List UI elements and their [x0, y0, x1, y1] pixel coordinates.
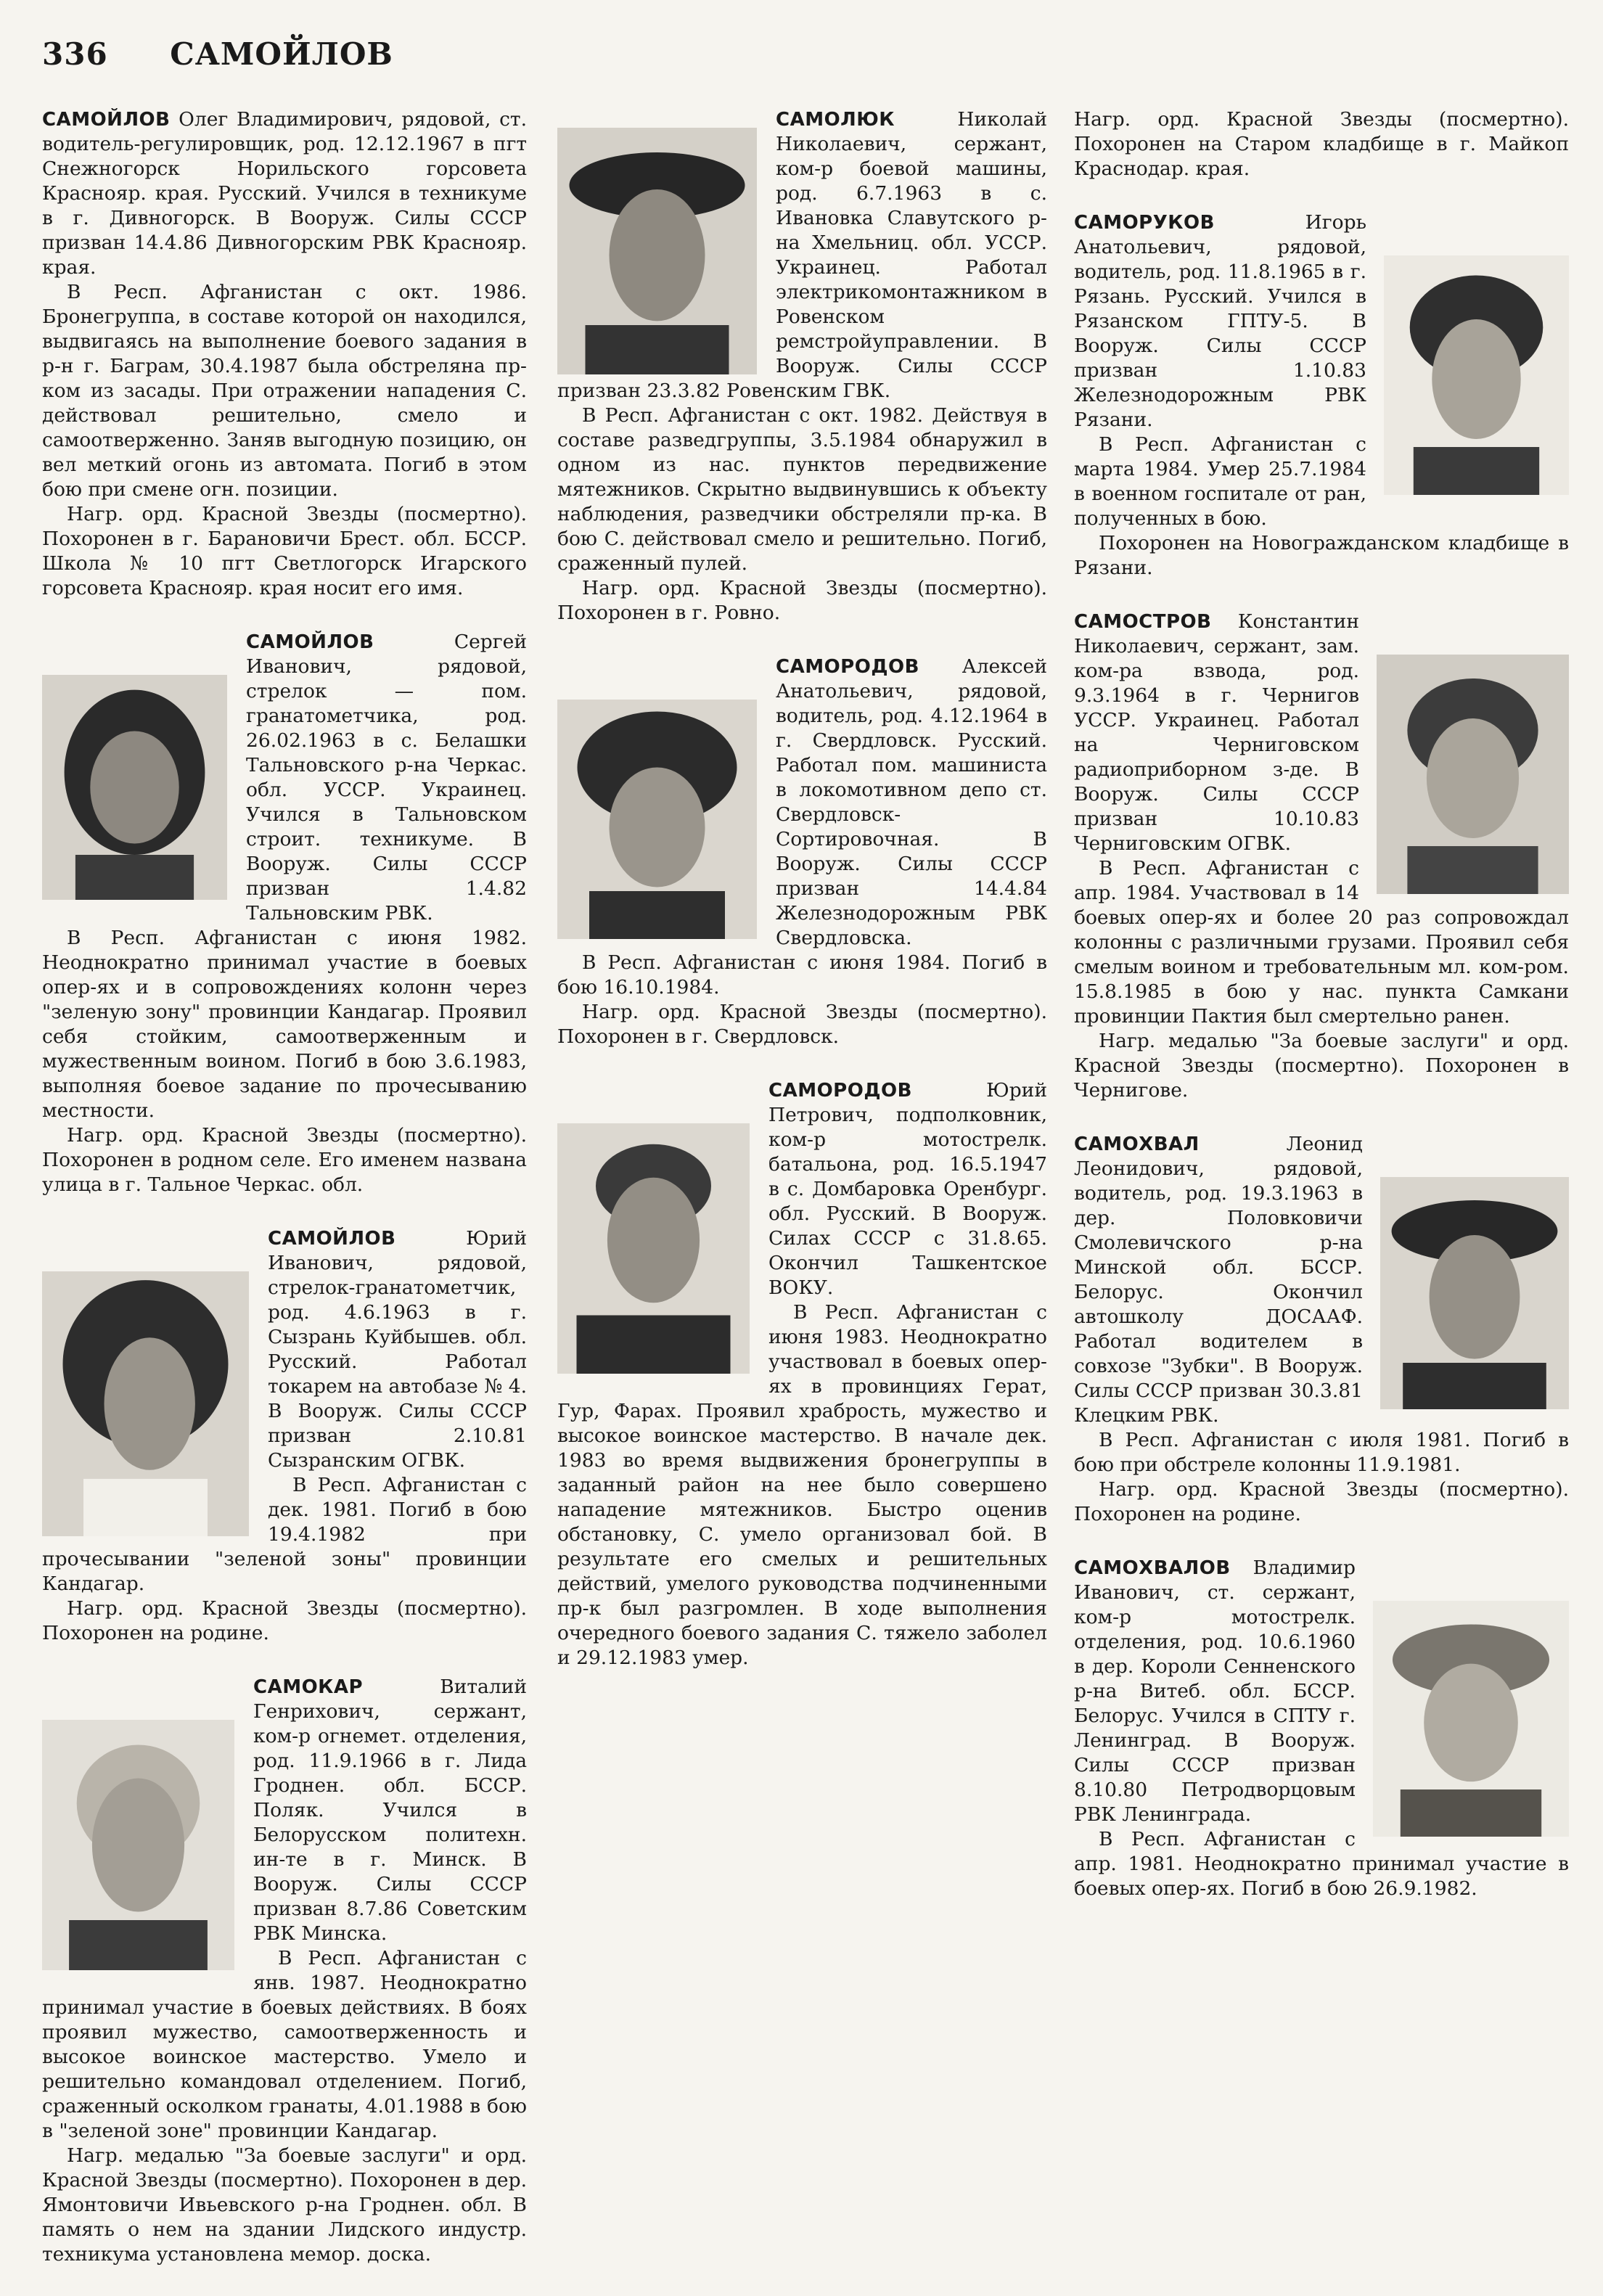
entry-bio: Владимир Иванович, ст. сержант, ком-р мотострелк. отделения, род. 10.6.1960 в дер. Короли Сенненского р-на Витеб. обл. БССР. Белорус. Учился в СПТУ г. Ленинград. В Вооруж. Силы СССР призван 8.10.80 Петродворцовым РВК Ленинграда. [1074, 1557, 1356, 1826]
entry-samorodov-aleksey [557, 655, 1047, 1049]
entry-surname: САМОЛЮК [776, 109, 895, 131]
entry-samokhvalov-vladimir [1074, 1556, 1569, 1901]
portrait-photo [42, 675, 227, 900]
page-header [42, 36, 393, 80]
column-1 [42, 107, 527, 2296]
portrait-photo [557, 700, 757, 939]
portrait-photo [557, 1123, 750, 1374]
page-number: 336 [42, 36, 108, 72]
entry-paragraph: В Респ. Афганистан с окт. 1982. Действуя в составе разведгруппы, 3.5.1984 обнаружил в одном из нас. пунктов передвижение мятежников. Скрытно выдвинувшись к объекту наблюдения, разведчики обстреляли пр-ка. В бою С. действовал смело и решительно. Погиб, сраженный пулей. [557, 404, 1047, 575]
entry-samorodov-yuriy [557, 1078, 1047, 1670]
entry-surname: САМОЙЛОВ [42, 109, 171, 131]
running-head: САМОЙЛОВ [170, 36, 393, 72]
entry-paragraph: В Респ. Афганистан с марта 1984. Умер 25.7.1984 в военном госпитале от ран, полученных в бою. [1074, 433, 1366, 530]
entry-paragraph: В Респ. Афганистан с июня 1983. Неоднократно участвовал в боевых опер-ях в провинциях Герат, Гур, Фарах. Проявил храбрость, мужество и высокое воинское мастерство. В начале дек. 1983 во время выдвижения бронегруппы в заданный район на нее было совершено нападение мятежников. Быстро оценив обстановку, С. умело организовал бой. В результате его смелых и решительных действий, умелого руководства подчиненными пр-к был разгромлен. В ходе выполнения очередного боевого задания С. тяжело заболел и 29.12.1983 умер. [557, 1301, 1047, 1669]
entry-paragraph: Нагр. орд. Красной Звезды (посмертно). Похоронен в г. Ровно. [557, 577, 1047, 624]
entry-samokhval-leonid [1074, 1132, 1569, 1527]
entry-paragraph: Нагр. орд. Красной Звезды (посмертно). Похоронен в г. Свердловск. [557, 1001, 1047, 1048]
entry-paragraph: В Респ. Афганистан с апр. 1981. Неоднократно принимал участие в боевых опер-ях. Погиб в бою 26.9.1982. [1074, 1828, 1569, 1900]
portrait-photo [42, 1271, 249, 1536]
portrait-photo [1377, 655, 1569, 894]
entry-bio: Виталий Генрихович, сержант, ком-р огнемет. отделения, род. 11.9.1966 в г. Лида Гроднен. обл. БССР. Поляк. Учился в Белорусском политехн. ин-те в г. Минск. В Вооруж. Силы СССР призван 8.7.86 Советским РВК Минска. [253, 1676, 527, 1945]
entry-surname: САМОРОДОВ [776, 656, 919, 678]
entry-bio: Олег Владимирович, рядовой, ст. водитель-регулировщик, род. 12.12.1967 в пгт Снежногорск Норильского горсовета Краснояр. края. Русский. Учился в техникуме в г. Дивногорск. В Вооруж. Силы СССР призван 14.4.86 Дивногорским РВК Краснояр. края. [42, 108, 527, 279]
entry-paragraph: Нагр. орд. Красной Звезды (посмертно). Похоронен в г. Барановичи Брест. обл. БССР. Школа № 10 пгт Светлогорск Игарского горсовета Краснояр. края носит его имя. [42, 503, 527, 599]
entry-paragraph: В Респ. Афганистан с июня 1982. Неоднократно принимал участие в боевых опер-ях и в сопровождениях колонн через "зеленую зону" провинции Кандагар. Проявил себя стойким, самоотверженным и мужественным воином. Погиб в бою 3.6.1983, выполняя боевое задание по прочесыванию местности. [42, 927, 527, 1122]
entry-paragraph: В Респ. Афганистан с июня 1984. Погиб в бою 16.10.1984. [557, 951, 1047, 999]
entry-bio: Юрий Иванович, рядовой, стрелок-гранатометчик, род. 4.6.1963 в г. Сызрань Куйбышев. обл. Русский. Работал токарем на автобазе № 4. В Вооруж. Силы СССР призван 2.10.81 Сызранским ОГВК. [268, 1227, 527, 1472]
entry-paragraph: Нагр. орд. Красной Звезды (посмертно). Похоронен на родине. [42, 1597, 527, 1644]
portrait-photo [1384, 255, 1569, 495]
entry-bio: Юрий Петрович, подполковник, ком-р мотострелк. батальона, род. 16.5.1947 в с. Домбаровка Оренбург. обл. Русский. В Вооруж. Силах СССР с 31.8.65. Окончил Ташкентское ВОКУ. [768, 1079, 1047, 1299]
entry-bio: Сергей Иванович, рядовой, стрелок — пом. гранатометчика, род. 26.02.1963 в с. Белашки Тальновского р-на Черкас. обл. УССР. Украинец. Учился в Тальновском строит. техникуме. В Вооруж. Силы СССР призван 1.4.82 Тальновским РВК. [246, 631, 527, 924]
entry-samoylov-sergey [42, 630, 527, 1197]
entry-samostrov-konstantin [1074, 610, 1569, 1103]
entry-paragraph: В Респ. Афганистан с янв. 1987. Неоднократно принимал участие в боевых действиях. В боях проявил мужество, самоотверженность и высокое воинское мастерство. Умело и решительно командовал отделением. Погиб, сраженный осколком гранаты, 4.01.1988 в бою в "зеленой зоне" провинции Кандагар. [42, 1947, 527, 2142]
entry-samoylov-oleg [42, 107, 527, 601]
entry-paragraph: В Респ. Афганистан с дек. 1981. Погиб в бою 19.4.1982 при прочесывании "зеленой зоны" провинции Кандагар. [42, 1474, 527, 1595]
portrait-photo [1373, 1601, 1569, 1837]
entry-surname: САМОРОДОВ [768, 1080, 912, 1102]
entry-bio: Игорь Анатольевич, рядовой, водитель, род. 11.8.1965 в г. Рязань. Русский. Учился в Рязанском ГПТУ-5. В Вооруж. Силы СССР призван 1.10.83 Железнодорожным РВК Рязани. [1074, 211, 1366, 431]
entry-paragraph: В Респ. Афганистан с окт. 1986. Бронегруппа, в составе которой он находился, выдвигаясь на выполнение боевого задания в р-н г. Баграм, 30.4.1987 была обстреляна пр-ком из засады. При отражении нападения С. действовал решительно, смело и самоотверженно. Заняв выгодную позицию, он вел меткий огонь из автомата. Погиб в этом бою при смене огн. позиции. [42, 281, 527, 501]
portrait-photo [557, 128, 757, 374]
entry-samolyuk-nikolay [557, 107, 1047, 626]
entry-surname: САМОСТРОВ [1074, 611, 1212, 633]
entry-bio: Алексей Анатольевич, рядовой, водитель, род. 4.12.1964 в г. Свердловск. Русский. Работал пом. машиниста в локомотивном депо ст. Свердловск-Сортировочная. В Вооруж. Силы СССР призван 14.4.84 Железнодорожным РВК Свердловска. [776, 655, 1047, 949]
entry-paragraph: Нагр. медалью "За боевые заслуги" и орд. Красной Звезды (посмертно). Похоронен в Чернигове. [1074, 1030, 1569, 1102]
entry-bio: Николай Николаевич, сержант, ком-р боевой машины, род. 6.7.1963 в с. Ивановка Славутского р-на Хмельниц. обл. УССР. Украинец. Работал электрикомонтажником в Ровенском ремстройуправлении. В Вооруж. Силы СССР призван 23.3.82 Ровенским ГВК. [557, 108, 1047, 402]
entry-paragraph: Нагр. орд. Красной Звезды (посмертно). Похоронен на Старом кладбище в г. Майкоп Краснодар. края. [1074, 108, 1569, 180]
entry-surname: САМОРУКОВ [1074, 212, 1215, 234]
entry-paragraph: В Респ. Афганистан с апр. 1984. Участвовал в 14 боевых опер-ях и более 20 раз сопровождал колонны с различными грузами. Проявил себя смелым воином и требовательным мл. ком-ром. 15.8.1985 в бою у нас. пункта Самкани провинции Пактия был смертельно ранен. [1074, 857, 1569, 1028]
entry-samorukov-igor [1074, 210, 1569, 581]
entry-paragraph: Нагр. орд. Красной Звезды (посмертно). Похоронен на родине. [1074, 1478, 1569, 1525]
entry-paragraph: В Респ. Афганистан с июля 1981. Погиб в бою при обстреле колонны 11.9.1981. [1074, 1429, 1569, 1476]
portrait-photo [42, 1720, 234, 1970]
entry-bio: Константин Николаевич, сержант, зам. ком-ра взвода, род. 9.3.1964 в г. Чернигов УССР. Украинец. Работал на Черниговском радиоприборном з-де. В Вооруж. Силы СССР призван 10.10.83 Черниговским ОГВК. [1074, 610, 1359, 855]
entry-paragraph: Похоронен на Новогражданском кладбище в Рязани. [1074, 532, 1569, 579]
entry-surname: САМОЙЛОВ [268, 1228, 396, 1250]
entry-paragraph: Нагр. медалью "За боевые заслуги" и орд. Красной Звезды (посмертно). Похоронен в дер. Ямонтовичи Ивьевского р-на Гроднен. обл. В память о нем на здании Лидского индустр. техникума установлена мемор. доска. [42, 2144, 527, 2266]
entry-samoylov-yuriy [42, 1226, 527, 1646]
entry-surname: САМОХВАЛОВ [1074, 1557, 1231, 1579]
entry-paragraph: Нагр. орд. Красной Звезды (посмертно). Похоронен в родном селе. Его именем названа улица в г. Тальное Черкас. обл. [42, 1124, 527, 1196]
column-3 [1074, 107, 1569, 1930]
entry-surname: САМОЙЛОВ [246, 631, 374, 653]
entry-surname: САМОКАР [253, 1676, 364, 1698]
portrait-photo [1380, 1177, 1569, 1409]
entry-bio: Леонид Леонидович, рядовой, водитель, род. 19.3.1963 в дер. Половковичи Смолевичского р-на Минской обл. БССР. Белорус. Окончил автошколу ДОСААФ. Работал водителем в совхозе "Зубки". В Вооруж. Силы СССР призван 30.3.81 Клецким РВК. [1074, 1133, 1363, 1427]
entry-samokar-vitaliy [42, 1675, 527, 2267]
entry-samorodov-yuriy-cont [1074, 107, 1569, 181]
column-2 [557, 107, 1047, 1700]
entry-surname: САМОХВАЛ [1074, 1133, 1200, 1155]
